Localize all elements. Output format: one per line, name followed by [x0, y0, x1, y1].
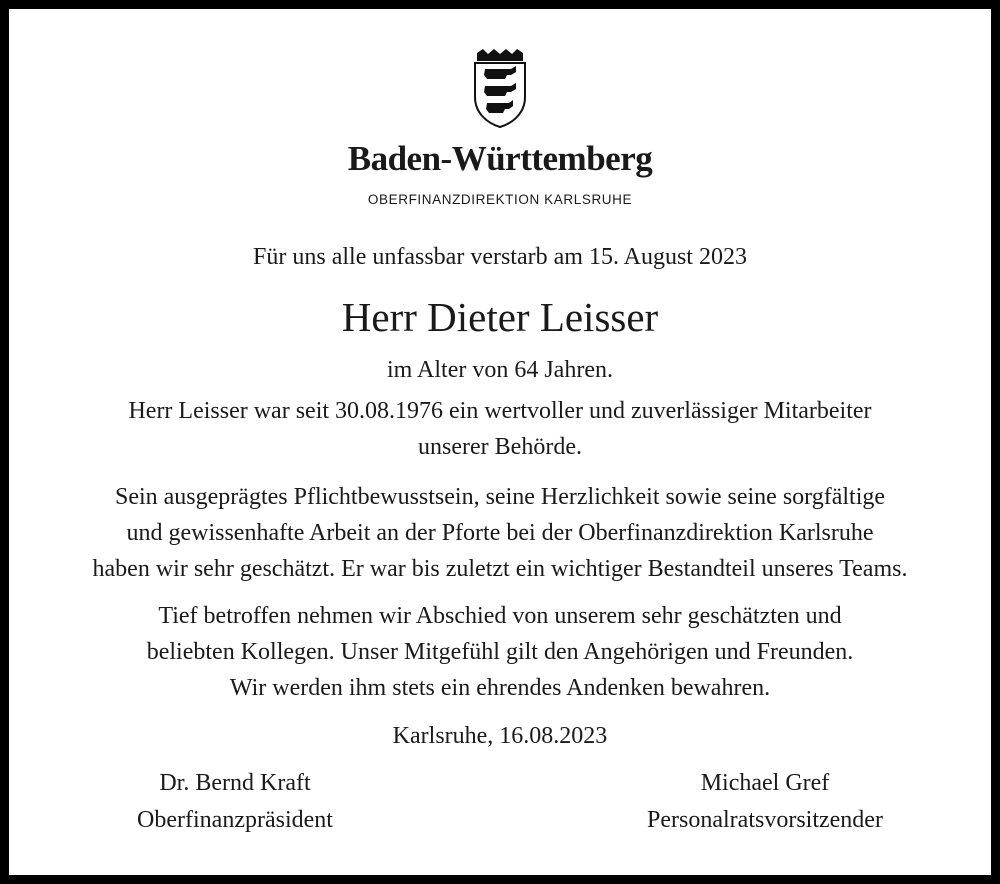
deceased-name: Herr Dieter Leisser	[341, 294, 659, 340]
signer-name: Dr. Bernd Kraft	[159, 770, 311, 796]
paragraph3-line: Wir werden ihm stets ein ehrendes Andenken bewahren.	[229, 675, 771, 701]
paragraph3-line: beliebten Kollegen. Unser Mitgefühl gilt den Angehörigen und Freunden.	[146, 639, 854, 665]
place-date: Karlsruhe, 16.08.2023	[392, 723, 608, 749]
coat-of-arms-icon	[471, 49, 529, 129]
paragraph2-line: Sein ausgeprägtes Pflichtbewusstsein, seine Herzlichkeit sowie seine sorgfältige	[114, 484, 886, 510]
paragraph2-line: und gewissenhafte Arbeit an der Pforte bei der Oberfinanzdirektion Karlsruhe	[126, 520, 874, 546]
obituary-notice	[9, 9, 991, 875]
paragraph3-line: Tief betroffen nehmen wir Abschied von unserem sehr geschätzten und	[158, 603, 842, 629]
signature-right	[565, 765, 965, 839]
signer-title: Personalratsvorsitzender	[647, 807, 883, 833]
intro-line: Für uns alle unfassbar verstarb am 15. August 2023	[253, 244, 747, 270]
paragraph1-line: unserer Behörde.	[418, 434, 582, 460]
signer-name: Michael Gref	[700, 770, 830, 796]
signer-title: Oberfinanzpräsident	[137, 807, 333, 833]
paragraph1-line: Herr Leisser war seit 30.08.1976 ein wertvoller und zuverlässiger Mitarbeiter	[128, 398, 872, 424]
age-line: im Alter von 64 Jahren.	[387, 357, 613, 383]
brand-title: Baden-Württemberg	[347, 139, 653, 178]
agency-name: OBERFINANZDIREKTION KARLSRUHE	[367, 192, 633, 207]
paragraph2-line: haben wir sehr geschätzt. Er war bis zuletzt ein wichtiger Bestandteil unseres Teams.	[92, 556, 908, 582]
signature-left	[35, 765, 435, 839]
